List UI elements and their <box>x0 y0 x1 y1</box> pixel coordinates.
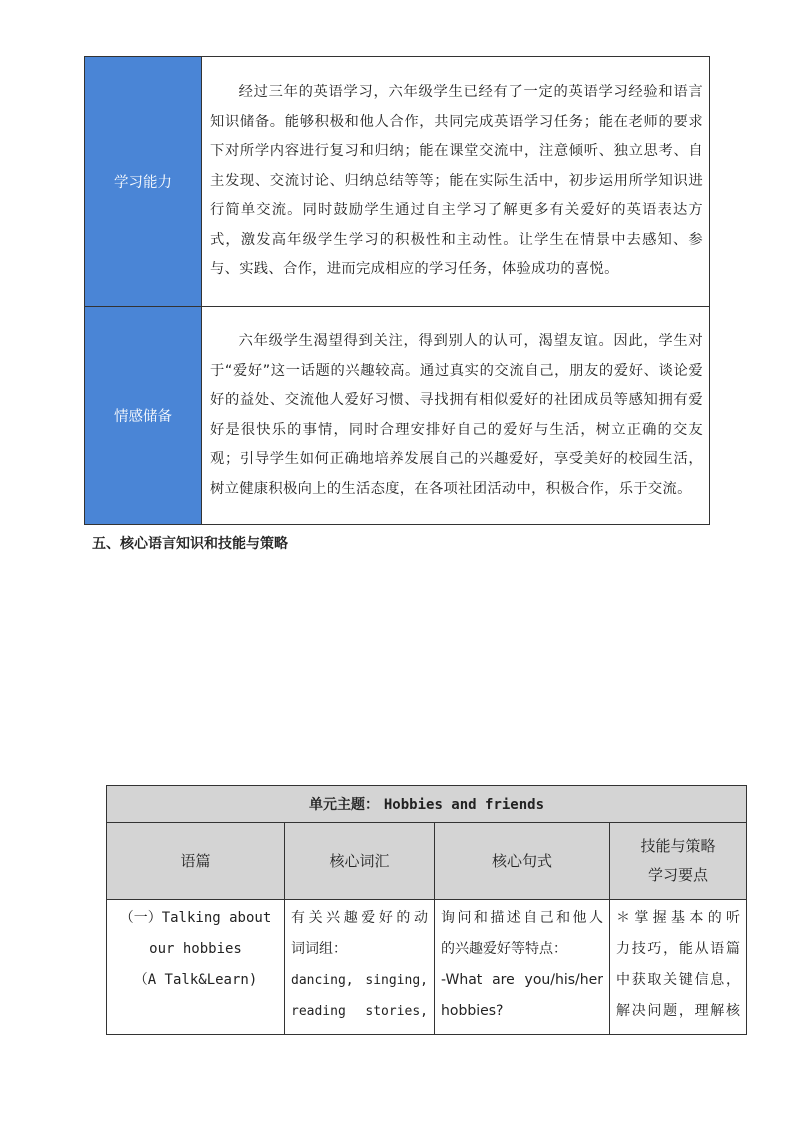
cell-line: （A Talk&Learn) <box>133 972 258 988</box>
row-text-emotional-reserve: 六年级学生渴望得到关注，得到别人的认可，渴望友谊。因此，学生对于“爱好”这一话题的兴趣较高。通过真实的交流自己，朋友的爱好、谈论爱好的益处、交流他人爱好习惯、寻找拥有相似爱好的社团成员等感知拥有爱好是很快乐的事情，同时合理安排好自己的爱好与生活，树立正确的交友观；引导学生如何正确地培养发展自己的兴趣爱好，享受美好的校园生活，树立健康积极向上的生活态度，在各项社团活动中，积极合作，乐于交流。 <box>202 307 710 525</box>
cell-line: 解决问题，理解核 <box>616 1003 741 1019</box>
cell-core-sentences <box>435 900 610 1035</box>
cell-line: our hobbies <box>149 941 242 957</box>
table-row <box>85 307 710 525</box>
core-language-table <box>106 785 747 1035</box>
header-skills-strategies-line2: 学习要点 <box>648 866 709 884</box>
cell-line: 有关兴趣爱好的动 <box>291 910 428 926</box>
header-core-sentences: 核心句式 <box>435 823 610 900</box>
header-skills-strategies <box>610 823 747 900</box>
header-core-vocabulary: 核心词汇 <box>285 823 435 900</box>
unit-theme-value: Hobbies and friends <box>383 797 545 813</box>
cell-line: 的兴趣爱好等特点： <box>441 941 567 957</box>
header-skills-strategies-line1: 技能与策略 <box>640 837 716 855</box>
cell-skills-strategies <box>610 900 747 1035</box>
cell-line: 词词组： <box>291 941 347 957</box>
row-label-emotional-reserve: 情感储备 <box>85 307 202 525</box>
row-label-learning-ability: 学习能力 <box>85 57 202 307</box>
cell-line: 中获取关键信息， <box>616 972 741 988</box>
theme-row <box>107 786 747 823</box>
table-row <box>107 900 747 1035</box>
unit-theme-label: 单元主题： <box>309 797 379 813</box>
learner-analysis-table <box>84 56 710 525</box>
cell-line: hobbies? <box>441 1003 504 1019</box>
header-row <box>107 823 747 900</box>
cell-line: dancing, singing, <box>291 973 428 988</box>
cell-discourse <box>107 900 285 1035</box>
row-text-learning-ability: 经过三年的英语学习，六年级学生已经有了一定的英语学习经验和语言知识储备。能够积极和他人合作，共同完成英语学习任务；能在老师的要求下对所学内容进行复习和归纳；能在课堂交流中，注意倾听、独立思考、自主发现、交流讨论、归纳总结等等；能在实际生活中，初步运用所学知识进行简单交流。同时鼓励学生通过自主学习了解更多有关爱好的英语表达方式，激发高年级学生学习的积极性和主动性。让学生在情景中去感知、参与、实践、合作，进而完成相应的学习任务，体验成功的喜悦。 <box>202 57 710 307</box>
cell-line: -What are you/his/her <box>441 972 603 988</box>
cell-line: reading stories, <box>291 1004 428 1019</box>
section-heading: 五、核心语言知识和技能与策略 <box>92 536 288 552</box>
cell-core-vocabulary <box>285 900 435 1035</box>
cell-line: 询问和描述自己和他人 <box>441 910 603 926</box>
cell-line: 力技巧，能从语篇 <box>616 941 741 957</box>
unit-theme-cell <box>107 786 747 823</box>
cell-line: （一）Talking about <box>119 910 272 926</box>
header-discourse: 语篇 <box>107 823 285 900</box>
table-row <box>85 57 710 307</box>
cell-line: ＊掌握基本的听 <box>616 910 741 926</box>
